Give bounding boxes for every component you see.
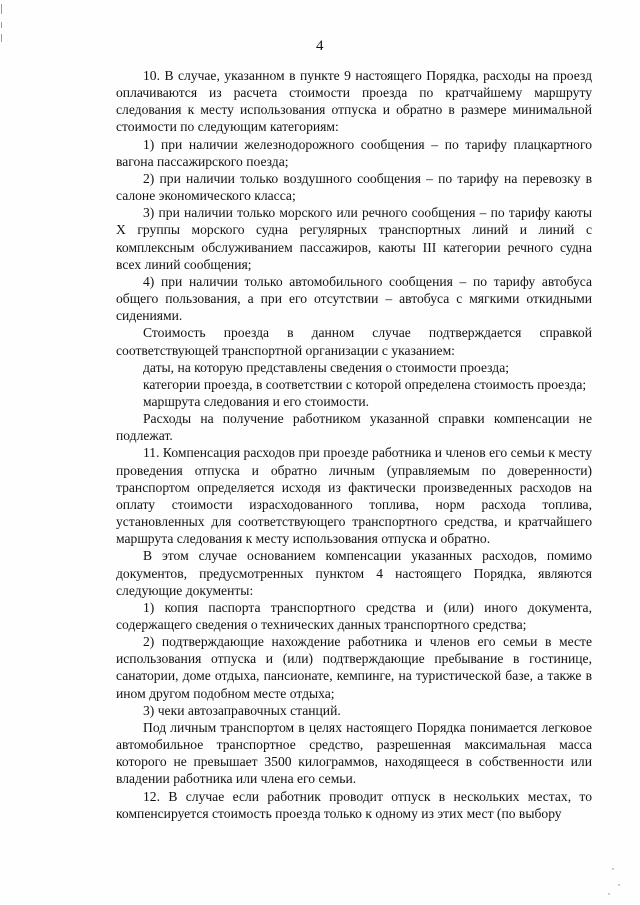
- scan-speck: [618, 884, 620, 886]
- paragraph-12: 12. В случае если работник проводит отпуск в нескольких местах, то компенсируется стоимость проезда только к одному из этих мест (по выбору: [116, 788, 592, 821]
- paragraph-cost-confirmation: Стоимость проезда в данном случае подтверждается справкой соответствующей транспортной организации с указанием:: [116, 325, 592, 358]
- list-item-passport-copy: 1) копия паспорта транспортного средства и (или) иного документа, содержащего сведения о технических данных транспортного средства;: [116, 599, 592, 632]
- paragraph-personal-transport: Под личным транспортом в целях настоящего Порядка понимается легковое автомобильное транспортное средство, разрешенная максимальная масса которого не превышает 3500 килограммов, находящееся в собственности или владении работника или члена его семьи.: [116, 719, 592, 787]
- list-item-dates: даты, на которую представлены сведения о стоимости проезда;: [143, 359, 510, 375]
- list-item-rail: 1) при наличии железнодорожного сообщения – по тарифу плацкартного вагона пассажирского поезда;: [116, 136, 592, 169]
- list-item-road: 4) при наличии только автомобильного сообщения – по тарифу автобуса общего пользования, а при его отсутствии – автобуса с мягкими откидными сидениями.: [116, 273, 592, 324]
- paragraph-11: 11. Компенсация расходов при проезде работника и членов его семьи к месту проведения отпуска и обратно личным (управляемым по доверенности) транспортом определяется исходя из фактически произведенных расходов на оплату стоимости израсходованного топлива, норм расхода топлива, установленных для соответствующего транспортного средства, и кратчайшего маршрута следования к месту использования отпуска и обратно.: [116, 445, 592, 547]
- paragraph-certificate-costs: Расходы на получение работником указанной справки компенсации не подлежат.: [116, 411, 592, 444]
- scan-speck: [608, 893, 610, 895]
- list-item-stay-confirmation: 2) подтверждающие нахождение работника и членов его семьи в месте использования отпуска и (или) подтверждающие пребывание в гостинице, санатории, доме отдыха, пансионате, кемпинге, на туристической базе, а также в ином другом подобном месте отдыха;: [116, 634, 592, 701]
- document-body: [116, 67, 592, 822]
- list-item-category: категории проезда, в соответствии с которой определена стоимость проезда;: [143, 376, 587, 392]
- paragraph-compensation-basis: В этом случае основанием компенсации указанных расходов, помимо документов, предусмотренных пунктом 4 настоящего Порядка, являются следующие документы:: [116, 548, 592, 598]
- list-item-route: маршрута следования и его стоимости.: [143, 393, 370, 409]
- paragraph-10: 10. В случае, указанном в пункте 9 настоящего Порядка, расходы на проезд оплачиваются из расчета стоимости проезда по кратчайшему маршруту следования к месту использования отпуска и обратно в размере минимальной стоимости по следующим категориям:: [116, 68, 592, 135]
- list-item-sea-river: 3) при наличии только морского или речного сообщения – по тарифу каюты X группы морского судна регулярных транспортных линий и линий с комплексным обслуживанием пассажиров, каюты III категории речного судна всех линий сообщения;: [116, 205, 592, 272]
- page-number: 4: [316, 38, 324, 54]
- scan-speck: [612, 868, 614, 870]
- list-item-air: 2) при наличии только воздушного сообщения – по тарифу на перевозку в салоне экономического класса;: [116, 170, 592, 204]
- list-item-fuel-receipts: 3) чеки автозаправочных станций.: [143, 702, 341, 718]
